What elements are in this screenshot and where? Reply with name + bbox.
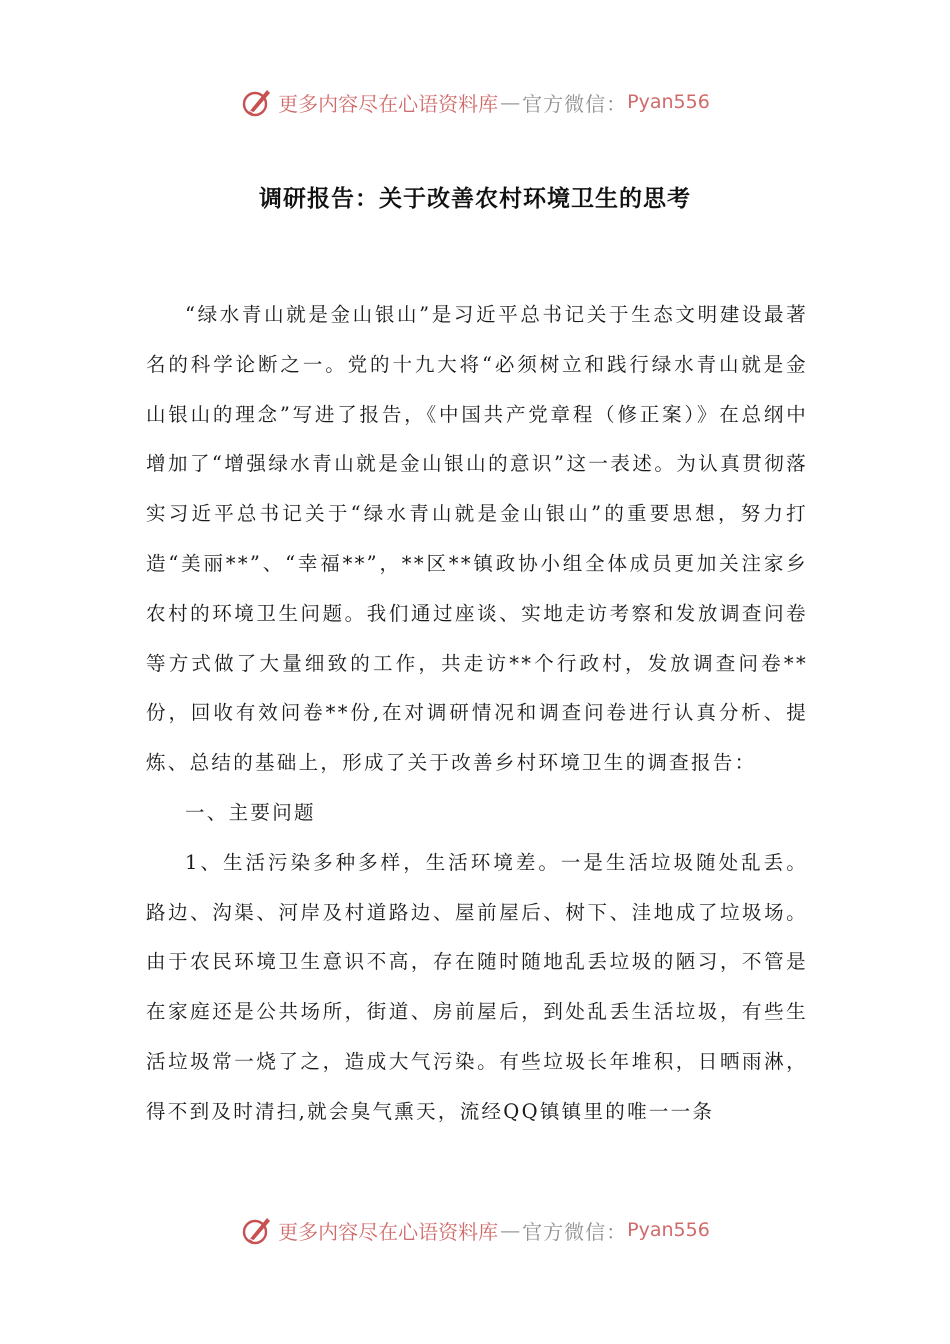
banner-wechat-label: 官方微信： [522,1219,628,1244]
section-heading-main-problems: 一、主要问题 [185,800,316,824]
document-title: 调研报告：关于改善农村环境卫生的思考 [259,186,691,212]
banner-wechat-id: Pyan556 [627,91,710,113]
banner-wechat-id: Pyan556 [627,1219,710,1241]
banner-wechat-label: 官方微信： [522,91,628,116]
quill-pen-logo-icon [240,1213,274,1247]
body-paragraph-intro: “绿水青山就是金山银山”是习近平总书记关于生态文明建设最著名的科学论断之一。党的十九大将“必须树立和践行绿水青山就是金山银山的理念”写进了报告，《中国共产党章程（修正案）》在总纲中增加了“增强绿水青山就是金山银山的意识”这一表述。为认真贯彻落实习近平总书记关于“绿水青山就是金山银山”的重要思想，努力打造“美丽**”、“幸福**”，**区**镇政协小组全体成员更加关注家乡农村的环境卫生问题。我们通过座谈、实地走访考察和发放调查问卷等方式做了大量细致的工作，共走访**个行政村，发放调查问卷**份，回收有效问卷**份,在对调研情况和调查问卷进行认真分析、提炼、总结的基础上，形成了关于改善乡村环境卫生的调查报告： [146,303,808,775]
quill-pen-logo-icon [240,85,274,119]
header-watermark-banner [0,82,950,122]
banner-dash: — [500,90,521,114]
footer-watermark-banner [0,1210,950,1250]
document-body [146,290,808,1137]
banner-brand-text: 更多内容尽在心语资料库 [278,91,499,116]
banner-brand-text: 更多内容尽在心语资料库 [278,1219,499,1244]
banner-dash: — [500,1218,521,1242]
body-paragraph-living-pollution: 1、生活污染多种多样，生活环境差。一是生活垃圾随处乱丢。路边、沟渠、河岸及村道路边、屋前屋后、树下、洼地成了垃圾场。由于农民环境卫生意识不高，存在随时随地乱丢垃圾的陋习，不管是在家庭还是公共场所，街道、房前屋后，到处乱丢生活垃圾，有些生活垃圾常一烧了之，造成大气污染。有些垃圾长年堆积，日晒雨淋，得不到及时清扫,就会臭气熏天，流经QQ镇镇里的唯一一条 [146,850,808,1123]
